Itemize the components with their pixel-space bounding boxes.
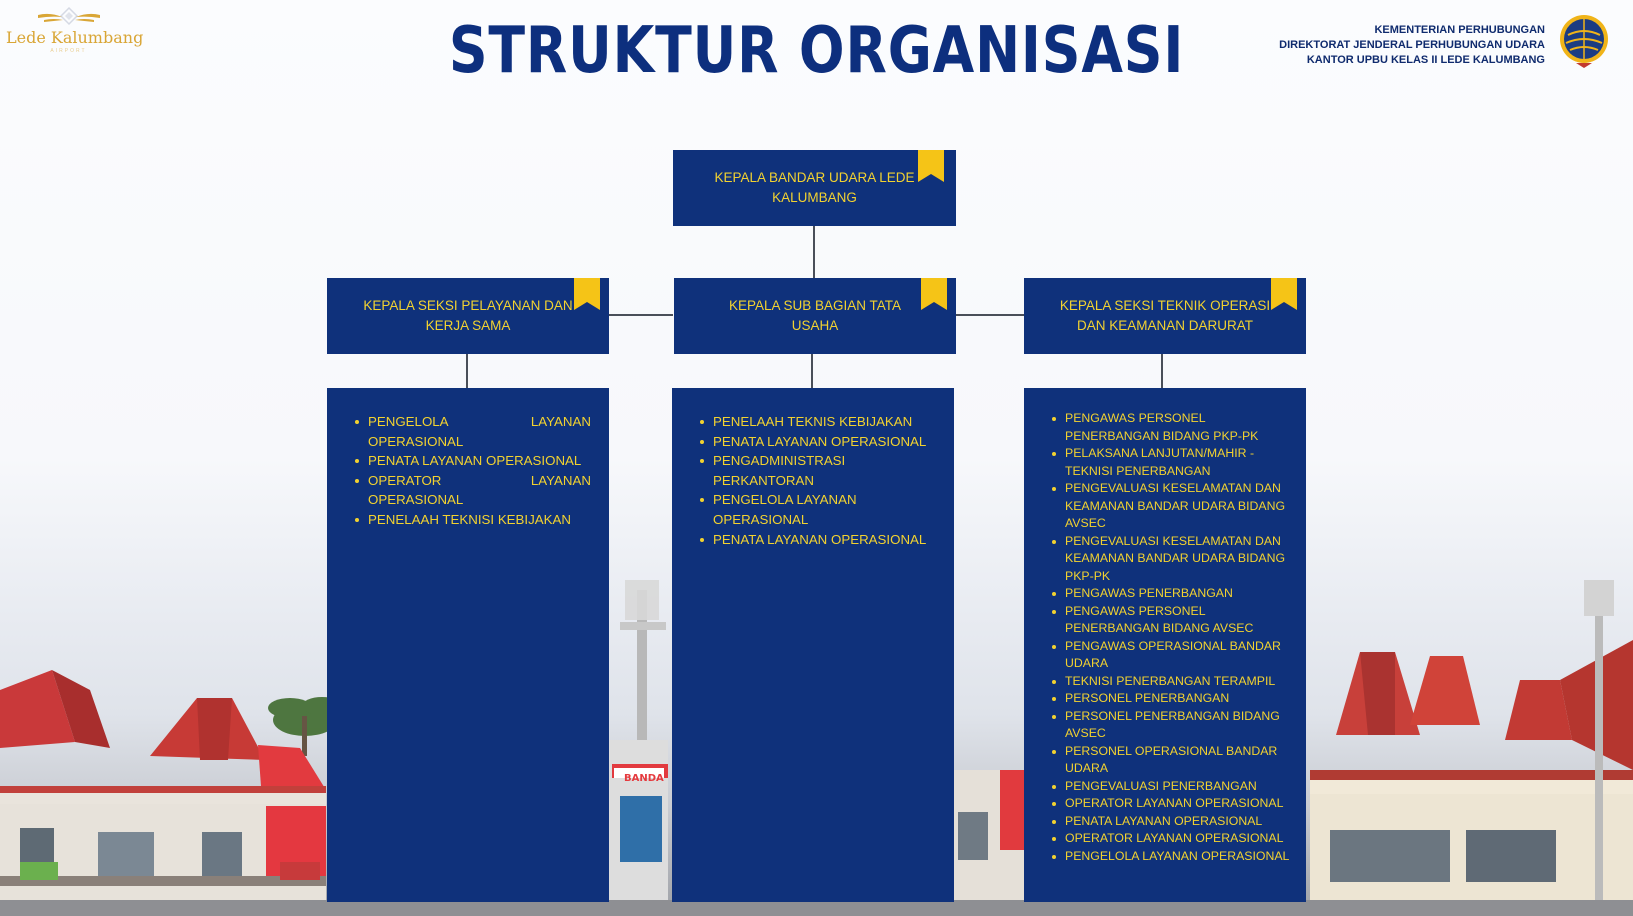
- terminal-sign: BANDA: [624, 773, 664, 784]
- logo-text: Lede Kalumbang: [6, 28, 144, 47]
- list-item: PENGADMINISTRASI PERKANTORAN: [700, 451, 936, 490]
- list-item: PENATA LAYANAN OPERASIONAL: [700, 530, 936, 550]
- connector-left-down: [466, 354, 468, 388]
- airport-logo: [6, 6, 144, 66]
- list-item: PENGAWAS PERSONEL PENERBANGAN BIDANG AVSEC: [1052, 603, 1292, 638]
- list-item: PENATA LAYANAN OPERASIONAL: [355, 451, 591, 471]
- list-item: PENGEVALUASI PENERBANGAN: [1052, 778, 1292, 796]
- bookmark-ribbon-icon: [921, 278, 947, 310]
- connector-right-down: [1161, 354, 1163, 388]
- list-item: PELAKSANA LANJUTAN/MAHIR - TEKNISI PENERBANGAN: [1052, 445, 1292, 480]
- airport-wings-logo-icon: [34, 6, 104, 30]
- list-item: PENGELOLA LAYANAN OPERASIONAL: [355, 412, 591, 451]
- list-item: TEKNISI PENERBANGAN TERAMPIL: [1052, 673, 1292, 691]
- ministry-line: KEMENTERIAN PERHUBUNGAN: [1374, 24, 1545, 36]
- unit-title: KEPALA SUB BAGIAN TATA USAHA: [728, 298, 902, 333]
- list-item: PENGEVALUASI KESELAMATAN DAN KEAMANAN BANDAR UDARA BIDANG AVSEC: [1052, 480, 1292, 533]
- list-item: PENGAWAS PENERBANGAN: [1052, 585, 1292, 603]
- unit-title: KEPALA SEKSI TEKNIK OPERASI DAN KEAMANAN DARURAT: [1059, 298, 1271, 333]
- logo-subtitle: AIRPORT: [50, 48, 87, 54]
- list-item: PENGEVALUASI KESELAMATAN DAN KEAMANAN BANDAR UDARA BIDANG PKP-PK: [1052, 533, 1292, 586]
- staff-list: [1024, 388, 1306, 865]
- staff-list-box-pelayanan: [327, 388, 609, 902]
- list-item: PENATA LAYANAN OPERASIONAL: [700, 432, 936, 452]
- page-title: STRUKTUR ORGANISASI: [448, 14, 1185, 88]
- org-head-box: [673, 150, 956, 226]
- ministry-info: [1279, 23, 1545, 68]
- staff-list-box-teknik-operasi: [1024, 388, 1306, 902]
- unit-box-teknik-operasi: [1024, 278, 1306, 354]
- directorate-line: DIREKTORAT JENDERAL PERHUBUNGAN UDARA: [1279, 39, 1545, 51]
- list-item: PENGELOLA LAYANAN OPERASIONAL: [700, 490, 936, 529]
- list-item: PENATA LAYANAN OPERASIONAL: [1052, 813, 1292, 831]
- ministry-emblem-icon: [1558, 13, 1610, 69]
- staff-list-box-tata-usaha: [672, 388, 954, 902]
- list-item: PENGAWAS PERSONEL PENERBANGAN BIDANG PKP-PK: [1052, 410, 1292, 445]
- list-item: PENGAWAS OPERASIONAL BANDAR UDARA: [1052, 638, 1292, 673]
- connector-head-down: [813, 226, 815, 278]
- list-item: PERSONEL PENERBANGAN: [1052, 690, 1292, 708]
- connector-center-down: [811, 354, 813, 388]
- unit-title: KEPALA SEKSI PELAYANAN DAN KERJA SAMA: [363, 298, 573, 333]
- list-item: PENELAAH TEKNIS KEBIJAKAN: [700, 412, 936, 432]
- list-item: PERSONEL OPERASIONAL BANDAR UDARA: [1052, 743, 1292, 778]
- bookmark-ribbon-icon: [918, 150, 944, 182]
- unit-box-pelayanan: [327, 278, 609, 354]
- office-line: KANTOR UPBU KELAS II LEDE KALUMBANG: [1306, 54, 1545, 66]
- staff-list: [327, 388, 609, 530]
- list-item: OPERATOR LAYANAN OPERASIONAL: [1052, 830, 1292, 848]
- list-item: PERSONEL PENERBANGAN BIDANG AVSEC: [1052, 708, 1292, 743]
- unit-box-tata-usaha: [674, 278, 956, 354]
- list-item: PENGELOLA LAYANAN OPERASIONAL: [1052, 848, 1292, 866]
- staff-list: [672, 388, 954, 549]
- bookmark-ribbon-icon: [1271, 278, 1297, 310]
- connector-center-right: [956, 314, 1024, 316]
- list-item: OPERATOR LAYANAN OPERASIONAL: [355, 471, 591, 510]
- list-item: OPERATOR LAYANAN OPERASIONAL: [1052, 795, 1292, 813]
- bookmark-ribbon-icon: [574, 278, 600, 310]
- connector-left-center: [609, 314, 673, 316]
- list-item: PENELAAH TEKNISI KEBIJAKAN: [355, 510, 591, 530]
- org-head-title: KEPALA BANDAR UDARA LEDE KALUMBANG: [714, 170, 915, 205]
